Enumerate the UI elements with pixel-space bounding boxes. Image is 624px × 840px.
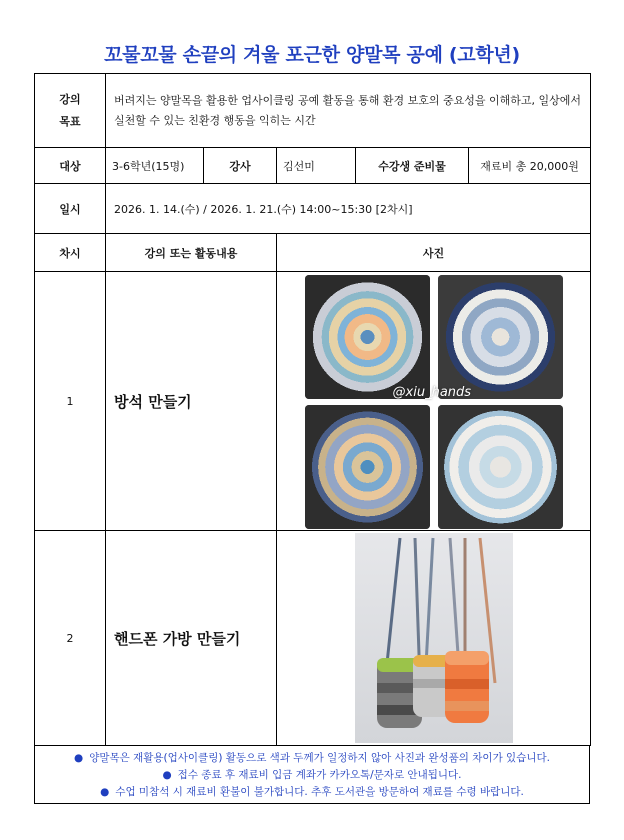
session-photo-cell bbox=[277, 272, 591, 531]
photo-watermark: @xiu_hands bbox=[392, 385, 472, 400]
coaster-photo-4 bbox=[438, 405, 563, 529]
note-item bbox=[35, 750, 589, 767]
target-value: 3-6학년(15명) bbox=[106, 148, 204, 184]
phone-bags-illustration bbox=[355, 533, 513, 743]
teacher-value: 김선미 bbox=[277, 148, 356, 184]
prep-value: 재료비 총 20,000원 bbox=[469, 148, 591, 184]
coaster-photo-3 bbox=[305, 405, 430, 529]
session-row-2 bbox=[35, 531, 591, 746]
note-text: 접수 종료 후 재료비 입금 계좌가 카카오톡/문자로 안내됩니다. bbox=[177, 769, 462, 781]
goal-label: 강의 목표 bbox=[35, 74, 106, 148]
goal-text: 버려지는 양말목을 활용한 업사이클링 공예 활동을 통해 환경 보호의 중요성을 이해하고, 일상에서 실천할 수 있는 친환경 행동을 익히는 시간 bbox=[106, 74, 591, 148]
col-session-header: 차시 bbox=[35, 234, 106, 272]
session-number: 2 bbox=[35, 531, 106, 746]
note-text: 양말목은 재활용(업사이클링) 활동으로 색과 두께가 일정하지 않아 사진과 완성품의 차이가 있습니다. bbox=[89, 752, 550, 764]
col-content-header: 강의 또는 활동내용 bbox=[106, 234, 277, 272]
teacher-label: 강사 bbox=[204, 148, 277, 184]
col-photo-header: 사진 bbox=[277, 234, 591, 272]
phone-bag-photo bbox=[355, 533, 513, 743]
prep-label: 수강생 준비물 bbox=[356, 148, 469, 184]
session-number: 1 bbox=[35, 272, 106, 531]
bullet-icon: ● bbox=[162, 769, 172, 781]
session-activity: 방석 만들기 bbox=[106, 272, 277, 531]
note-text: 수업 미참석 시 재료비 환불이 불가합니다. 추후 도서관을 방문하여 재료를 수령 바랍니다. bbox=[115, 786, 524, 798]
date-value: 2026. 1. 14.(수) / 2026. 1. 21.(수) 14:00~15:30 [2차시] bbox=[106, 184, 591, 234]
page-title: 꼬물꼬물 손끝의 겨울 포근한 양말목 공예 (고학년) bbox=[104, 44, 520, 66]
coaster-photo bbox=[305, 273, 563, 529]
notes-box bbox=[34, 746, 590, 804]
coaster-photo-1 bbox=[305, 275, 430, 399]
session-activity: 핸드폰 가방 만들기 bbox=[106, 531, 277, 746]
note-item bbox=[35, 784, 589, 801]
course-info-table bbox=[34, 73, 591, 746]
date-label: 일시 bbox=[35, 184, 106, 234]
target-label: 대상 bbox=[35, 148, 106, 184]
session-photo-cell bbox=[277, 531, 591, 746]
note-item bbox=[35, 767, 589, 784]
bullet-icon: ● bbox=[74, 752, 84, 764]
session-row-1 bbox=[35, 272, 591, 531]
bullet-icon: ● bbox=[100, 786, 110, 798]
coaster-photo-2 bbox=[438, 275, 563, 399]
